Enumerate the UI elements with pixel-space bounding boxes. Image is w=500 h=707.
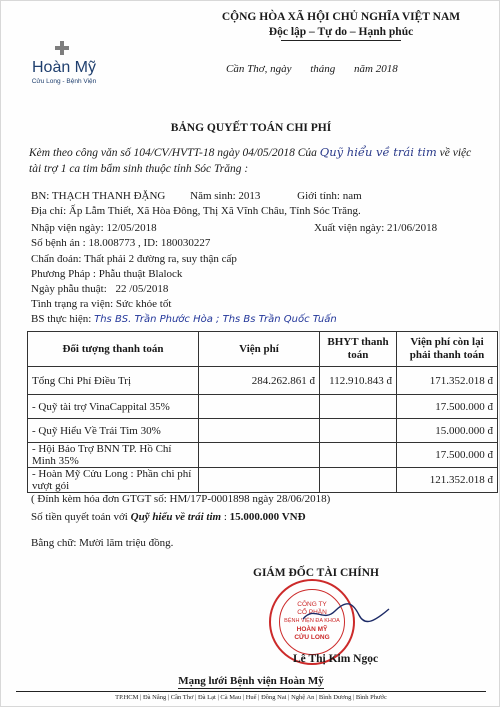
table-cell: Tổng Chi Phí Điều Trị [28,367,199,395]
stamp-line: BỆNH VIỆN ĐA KHOA [284,618,340,624]
address-label: Địa chỉ: [31,205,67,217]
method-value: Phẫu thuật Blalock [98,268,183,280]
attachment-suffix: về việc tài trợ 1 ca tim bẩm sinh thuộc tỉnh Sóc Trăng : [29,147,472,175]
table-cell [199,443,320,468]
table-cell: 171.352.018 đ [397,367,498,395]
record-number: 18.008773 , ID: 180030227 [88,237,211,249]
stamp-line: CÔNG TY [297,601,327,608]
doctors-value: Ths BS. Trần Phước Hòa ; Ths Bs Trần Quốc Tuấn [94,314,337,325]
document-title: BẢNG QUYẾT TOÁN CHI PHÍ [170,122,332,134]
logo-name: Hoàn Mỹ [31,59,97,76]
table-cell: 17.500.000 đ [397,395,498,419]
table-cell [199,395,320,419]
settlement-amount: 15.000.000 VNĐ [229,511,306,523]
table-cell [320,443,397,468]
birth-year-label: Năm sinh: [190,190,236,202]
footer-rule [16,691,486,692]
gender: nam [342,190,362,202]
attachment-note [29,144,484,177]
signer-title: GIÁM ĐỐC TÀI CHÍNH [253,567,379,579]
table-cell: - Quỹ tài trợ VinaCappital 35% [28,395,199,419]
attachment-fund: Quỹ hiểu về trái tim [319,145,437,159]
hospital-logo [9,41,119,85]
address-line [31,205,361,217]
table-row [28,419,498,443]
table-cell: 112.910.843 đ [320,367,397,395]
table-cell [320,468,397,493]
date-place: Cần Thơ, ngày [226,63,292,75]
settlement-prefix: Số tiền quyết toán với [31,511,128,523]
settlement-suffix: : [223,511,227,523]
method-line [31,268,182,280]
date-month: tháng [310,63,336,75]
table-cell [320,419,397,443]
table-row [28,395,498,419]
diagnosis-value: Thất phải 2 đường ra, suy thận cấp [83,253,237,265]
footer-sites: TP.HCM | Đà Nẵng | Cần Thơ | Đà Lạt | Cà Mau | Huế | Đồng Nai | Nghệ An | Bình Dương | Bình Phước [115,694,387,701]
method-label: Phương Pháp : [31,268,96,280]
nation-title: CỘNG HÒA XÃ HỘI CHỦ NGHĨA VIỆT NAM [221,11,461,23]
signer-name: Lê Thị Kim Ngọc [293,653,379,665]
table-row [28,367,498,395]
diagnosis-label: Chẩn đoán: [31,253,82,265]
footer [1,671,500,701]
admit-date: 12/05/2018 [106,222,157,234]
handwritten-signature [301,601,391,625]
payment-table [27,331,498,493]
surgery-date-line [31,283,168,295]
discharge-group [314,222,437,234]
settlement-line [31,511,306,523]
settlement-fund: Quỹ hiểu về trái tim [130,511,222,523]
patient-name-label: BN: [31,190,50,202]
record-line [31,237,210,249]
stamp-line: CỔ PHẦN [297,609,327,616]
table-cell: - Hoàn Mỹ Cửu Long : Phần chi phí vượt gói [28,468,199,493]
gender-label: Giới tính: [297,190,340,202]
stamp-line: HOÀN MỸ [296,626,328,633]
discharge-date: 21/06/2018 [387,222,438,234]
record-label: Số bệnh án : [31,237,86,249]
table-cell: 15.000.000 đ [397,419,498,443]
discharge-label: Xuất viện ngày: [314,222,385,234]
surgery-date-label: Ngày phẫu thuật: [31,283,107,295]
birth-year: 2013 [238,190,261,202]
doctors-line [31,313,337,325]
stamp-line: CỬU LONG [294,634,330,641]
table-cell [199,419,320,443]
discharge-status-line [31,298,171,310]
table-cell [199,468,320,493]
medical-cross-icon [55,41,69,55]
table-cell: 284.262.861 đ [199,367,320,395]
col-header-payer: Đối tượng thanh toán [28,332,199,367]
table-row [28,468,498,493]
patient-name-line [31,190,362,202]
admission-line [31,222,471,234]
national-header [191,11,491,41]
col-header-remaining: Viện phí còn lại phải thanh toán [397,332,498,367]
table-cell: - Quỹ Hiểu Về Trái Tim 30% [28,419,199,443]
doctors-label: BS thực hiện: [31,313,92,325]
motto-underline [281,40,401,41]
table-cell: 121.352.018 đ [397,468,498,493]
date-year: năm 2018 [354,63,398,75]
admit-label: Nhập viện ngày: [31,222,104,234]
surgery-date: 22 /05/2018 [115,283,169,295]
address-value: Ấp Lẫm Thiết, Xã Hòa Đông, Thị Xã Vĩnh Châu, Tỉnh Sóc Trăng. [68,205,361,217]
table-row [28,443,498,468]
diagnosis-line [31,253,237,265]
col-header-insurance: BHYT thanh toán [320,332,397,367]
patient-name: THẠCH THANH ĐẶNG [51,190,166,202]
footer-title: Mạng lưới Bệnh viện Hoàn Mỹ [178,675,324,687]
logo-subtitle: Cửu Long - Bệnh Viện [31,78,97,85]
status-label: Tình trạng ra viện: [31,298,114,310]
table-cell: - Hội Bảo Trợ BNN TP. Hồ Chí Minh 35% [28,443,199,468]
table-cell [320,395,397,419]
document-date [226,63,398,75]
invoice-note: ( Đính kèm hóa đơn GTGT số: HM/17P-0001898 ngày 28/06/2018) [31,493,331,505]
attachment-prefix: Kèm theo công văn số 104/CV/HVTT-18 ngày 04/05/2018 Của [29,147,317,159]
table-header-row [28,332,498,367]
amount-in-words: Bằng chữ: Mười lăm triệu đồng. [31,537,174,549]
table-cell: 17.500.000 đ [397,443,498,468]
col-header-fee: Viện phí [199,332,320,367]
status-value: Sức khỏe tốt [115,298,172,310]
nation-motto: Độc lập – Tự do – Hạnh phúc [268,26,414,38]
